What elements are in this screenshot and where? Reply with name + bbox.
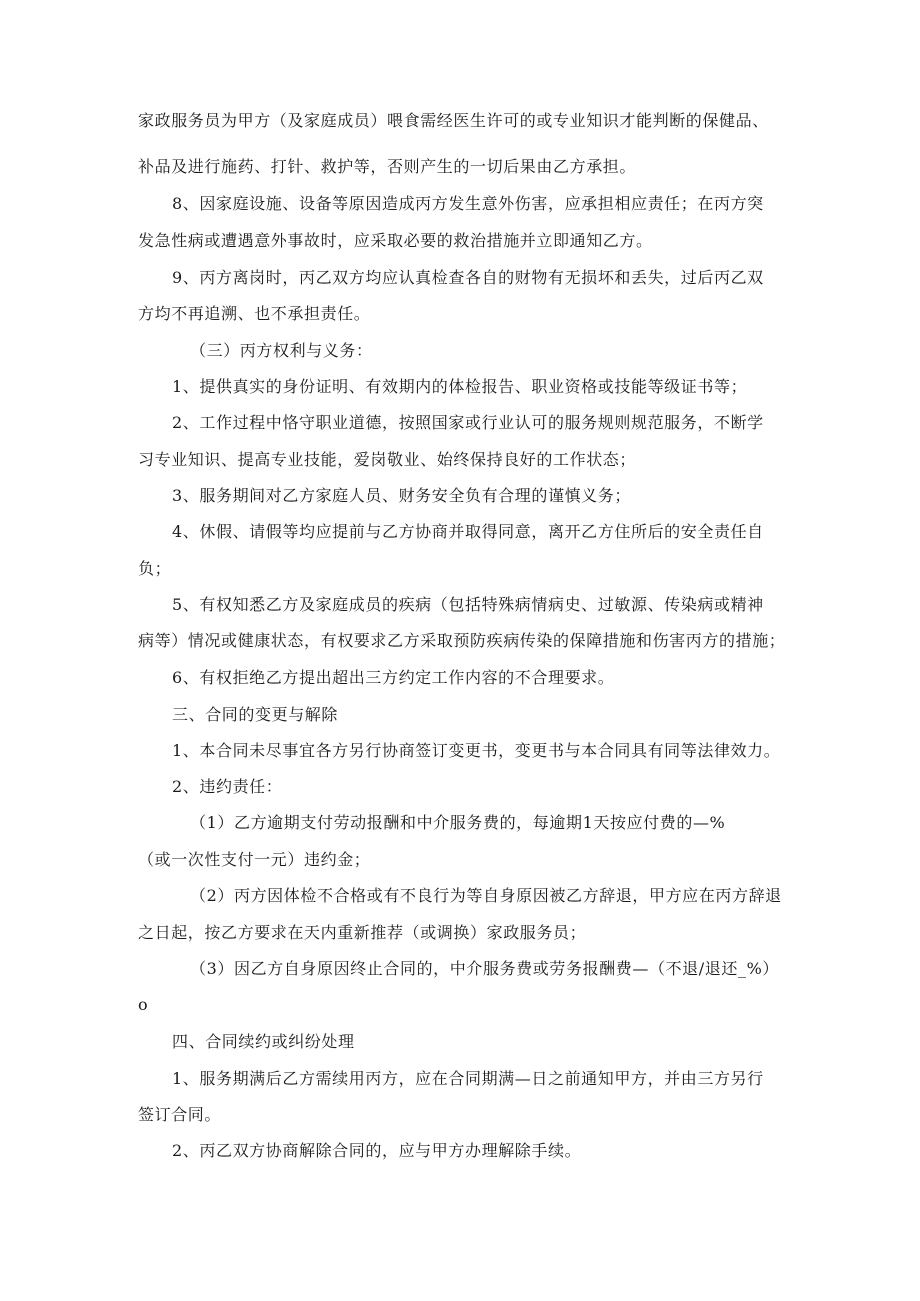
text-line: （2）丙方因体检不合格或有不良行为等自身原因被乙方辞退，甲方应在丙方辞退 [190,886,782,905]
text-line: 1、服务期满后乙方需续用丙方，应在合同期满—日之前通知甲方，并由三方另行 [172,1069,764,1088]
text-line: 9、丙方离岗时，丙乙双方均应认真检查各自的财物有无损坏和丢失，过后丙乙双 [172,268,764,287]
text-line: 1、提供真实的身份证明、有效期内的体检报告、职业资格或技能等级证书等； [172,377,748,396]
text-line: 6、有权拒绝乙方提出超出三方约定工作内容的不合理要求。 [172,668,615,687]
text-line: 病等）情况或健康状态，有权要求乙方采取预防疾病传染的保障措施和伤害丙方的措施； [138,631,786,650]
text-line: 之日起，按乙方要求在天内重新推荐（或调换）家政服务员； [138,923,587,942]
text-line: 签订合同。 [138,1105,222,1124]
text-line: （或一次性支付一元）违约金； [138,850,371,869]
text-line: （1）乙方逾期支付劳动报酬和中介服务费的，每逾期1天按应付费的—% [190,813,726,832]
text-line: 2、违约责任： [172,777,283,796]
text-line: o [138,995,149,1014]
text-line: （3）因乙方自身原因终止合同的，中介服务费或劳务报酬费—（不退/退还_%） [190,959,779,978]
text-line: 2、丙乙双方协商解除合同的，应与甲方办理解除手续。 [172,1141,582,1160]
text-line: 4、休假、请假等均应提前与乙方协商并取得同意，离开乙方住所后的安全责任自 [172,522,764,541]
text-line: 2、工作过程中恪守职业道德，按照国家或行业认可的服务规则规范服务，不断学 [172,413,764,432]
text-line: 习专业知识、提高专业技能，爱岗敬业、始终保持良好的工作状态； [138,450,637,469]
text-line: 5、有权知悉乙方及家庭成员的疾病（包括特殊病情病史、过敏源、传染病或精神 [172,595,764,614]
section-heading: 三、合同的变更与解除 [172,705,339,724]
section-heading: （三）丙方权利与义务： [190,341,373,360]
text-line: 补品及进行施药、打针、救护等，否则产生的一切后果由乙方承担。 [138,157,637,176]
text-line: 家政服务员为甲方（及家庭成员）喂食需经医生许可的或专业知识才能判断的保健品、 [138,111,769,130]
text-line: 1、本合同未尽事宜各方另行协商签订变更书，变更书与本合同具有同等法律效力。 [172,741,781,760]
text-line: 方均不再追溯、也不承担责任。 [138,304,371,323]
text-line: 8、因家庭设施、设备等原因造成丙方发生意外伤害，应承担相应责任；在丙方突 [172,194,764,213]
section-heading: 四、合同续约或纠纷处理 [172,1032,355,1051]
text-line: 负； [138,559,172,578]
text-line: 3、服务期间对乙方家庭人员、财务安全负有合理的谨慎义务； [172,486,631,505]
text-line: 发急性病或遭遇意外事故时，应采取必要的救治措施并立即通知乙方。 [138,231,653,250]
